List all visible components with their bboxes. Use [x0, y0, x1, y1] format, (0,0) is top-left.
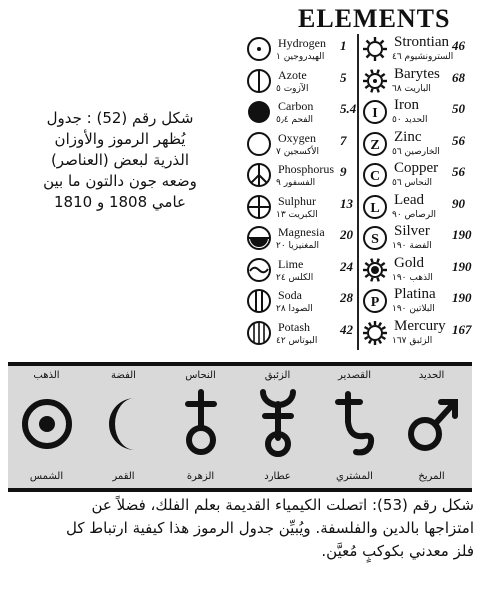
atomic-weight: 56 [452, 164, 465, 179]
atomic-weight: 7 [340, 132, 347, 148]
element-name: Azote [278, 67, 307, 82]
element-arabic-name: النحاس ٥٦ [392, 178, 433, 188]
svg-text:S: S [371, 232, 379, 247]
letter-p-circle-icon [362, 288, 388, 314]
atomic-weight: 46 [452, 38, 465, 53]
planet-metal-cell [239, 366, 316, 488]
letter-s-circle-icon [362, 225, 388, 251]
figure-53-caption [6, 494, 474, 563]
element-row [246, 257, 354, 285]
double-line-circle-icon [246, 288, 272, 314]
atomic-weight: 28 [340, 290, 353, 305]
element-arabic-name: الزئبق ١٦٧ [392, 335, 433, 346]
element-name: Barytes [394, 65, 440, 82]
element-arabic-name: الذهب ١٩٠ [392, 272, 433, 283]
planet-metal-cell [162, 366, 239, 488]
moon-symbol-icon [95, 388, 153, 458]
element-arabic-name: البوتاس ٤٢ [276, 335, 318, 346]
element-row [362, 191, 476, 222]
planet-label: القمر [112, 471, 135, 482]
element-name: Potash [278, 319, 311, 334]
element-row [362, 128, 476, 159]
element-row [246, 131, 354, 159]
element-name: Soda [278, 288, 302, 302]
element-row [362, 317, 476, 348]
element-arabic-name: الكلس ٢٤ [276, 272, 314, 283]
element-row [246, 194, 354, 222]
svg-text:C: C [369, 169, 381, 184]
element-name: Copper [394, 160, 439, 176]
empty-circle-icon [246, 131, 272, 157]
letter-l-circle-icon [362, 194, 388, 220]
svg-text:P: P [370, 295, 380, 310]
atomic-weight: 20 [340, 227, 353, 242]
atomic-weight: 13 [340, 195, 353, 211]
peace-circle-icon [246, 162, 272, 188]
element-row [362, 65, 476, 96]
element-arabic-name: الخارصين ٥٦ [392, 146, 440, 157]
metal-label: القصدير [337, 370, 372, 381]
metal-label: الحديد [418, 370, 445, 381]
atomic-weight: 50 [452, 101, 465, 116]
elements-table-title: ELEMENTS [298, 4, 451, 33]
wave-circle-icon [246, 257, 272, 283]
atomic-weight: 90 [452, 195, 465, 211]
letter-z-circle-icon [362, 131, 388, 157]
atomic-weight: 42 [340, 321, 353, 337]
atomic-weight: 9 [340, 164, 347, 179]
caption-line: فلز معدني بكوكبٍ مُعيَّن. [321, 542, 474, 560]
planet-label: المشتري [336, 471, 373, 482]
atomic-weight: 190 [452, 290, 472, 305]
element-arabic-name: الرصاص ٩٠ [392, 209, 437, 220]
element-arabic-name: الآزوت ٥ [276, 83, 309, 94]
jupiter-symbol-icon [326, 388, 384, 458]
element-arabic-name: الفسفور ٩ [276, 178, 316, 188]
hatched-circle-icon [246, 320, 272, 346]
element-name: Silver [394, 223, 430, 239]
svg-text:I: I [372, 106, 378, 121]
element-row [362, 36, 476, 64]
element-row [246, 225, 354, 253]
element-name: Strontian [394, 34, 449, 50]
planet-label: الزهرة [186, 471, 215, 482]
column-divider [357, 34, 359, 350]
atomic-weight: 1 [340, 38, 347, 53]
element-name: Lime [278, 256, 304, 271]
metal-label: الذهب [33, 370, 60, 381]
caption-line: الذرية لبعض (العناصر) [50, 151, 190, 169]
element-row [246, 68, 354, 96]
planet-label: عطارد [264, 471, 291, 482]
split-circle-icon [246, 225, 272, 251]
element-row [246, 320, 354, 348]
element-row [362, 225, 476, 253]
element-arabic-name: البلاتين ١٩٠ [392, 304, 435, 314]
gear-circle-icon [362, 68, 388, 94]
element-row [362, 288, 476, 316]
element-name: Magnesia [278, 225, 325, 239]
atomic-weight: 68 [452, 69, 465, 85]
planet-metal-symbols-strip [8, 362, 472, 492]
element-name: Gold [394, 254, 424, 271]
planet-label: الشمس [29, 471, 64, 482]
element-name: Mercury [394, 317, 446, 334]
element-arabic-name: الكبريت ١٣ [276, 209, 318, 220]
mercury-symbol-icon [249, 388, 307, 458]
element-row [246, 162, 354, 190]
element-row [246, 288, 354, 316]
element-arabic-name: الفضة ١٩٠ [392, 241, 432, 251]
element-row [362, 99, 476, 127]
element-row [246, 99, 357, 127]
element-arabic-name: الحديد ٥٠ [392, 115, 428, 125]
cross-circle-icon [246, 194, 272, 220]
svg-text:L: L [370, 200, 380, 216]
atomic-weight: 56 [452, 132, 465, 148]
sun-circle-icon [362, 320, 388, 346]
atomic-weight: 5.4 [340, 101, 357, 116]
caption-line: يُظهر الرموز والأوزان [54, 130, 186, 148]
element-row [362, 254, 476, 285]
atomic-weight: 167 [452, 321, 472, 337]
mars-symbol-icon [403, 388, 461, 458]
element-row [246, 36, 354, 64]
vertical-line-circle-icon [246, 68, 272, 94]
element-name: Oxygen [278, 130, 316, 145]
atomic-weight: 5 [340, 69, 347, 85]
dotted-gear-circle-icon [362, 257, 388, 283]
element-name: Iron [394, 97, 419, 113]
element-name: Phosphorus [278, 162, 335, 176]
caption-line: شكل رقم (53): اتصلت الكيمياء القديمة بعلم الفلك، فضلاً عن [91, 496, 474, 514]
caption-line: امتزاجها بالدين والفلسفة. ويُبيِّن جدول الرموز هذا كيفية ارتباط كل [66, 519, 474, 537]
element-name: Carbon [278, 99, 314, 113]
atomic-weight: 190 [452, 258, 472, 274]
element-name: Zinc [394, 128, 422, 145]
element-arabic-name: السترونشيوم ٤٦ [392, 52, 454, 62]
element-arabic-name: الصودا ٢٨ [276, 304, 313, 314]
venus-symbol-icon [172, 388, 230, 458]
element-arabic-name: الهيدروجين ١ [276, 52, 325, 62]
element-arabic-name: الباريت ٦٨ [392, 83, 431, 94]
dot-circle-icon [246, 36, 272, 62]
atomic-weight: 190 [452, 227, 472, 242]
figure-52-caption [8, 108, 232, 213]
metal-label: الزئبق [264, 370, 291, 381]
caption-line: عامي 1808 و 1810 [54, 193, 186, 211]
element-name: Sulphur [278, 193, 317, 208]
planet-label: المريخ [418, 471, 445, 482]
star-circle-icon [362, 36, 388, 62]
sun-symbol-icon [18, 388, 76, 458]
planet-metal-cell [316, 366, 393, 488]
metal-label: الفضة [111, 370, 136, 381]
filled-circle-icon [246, 99, 272, 125]
letter-i-circle-icon [362, 99, 388, 125]
element-name: Platina [394, 286, 436, 302]
letter-c-circle-icon [362, 162, 388, 188]
element-name: Hydrogen [278, 36, 326, 50]
caption-line: شكل رقم (52) : جدول [46, 109, 194, 127]
element-arabic-name: الأكسجين ٧ [276, 146, 320, 157]
planet-metal-cell [8, 366, 85, 488]
planet-metal-cell [393, 366, 470, 488]
element-arabic-name: الفحم ٥٫٤ [276, 115, 314, 125]
caption-line: وضعه جون دالتون ما بين [43, 172, 197, 190]
metal-label: النحاس [185, 370, 216, 381]
element-row [362, 162, 476, 190]
element-name: Lead [394, 191, 424, 208]
element-arabic-name: المغنيزيا ٢٠ [276, 241, 319, 251]
planet-metal-cell [85, 366, 162, 488]
atomic-weight: 24 [340, 258, 353, 274]
svg-text:Z: Z [370, 137, 380, 153]
